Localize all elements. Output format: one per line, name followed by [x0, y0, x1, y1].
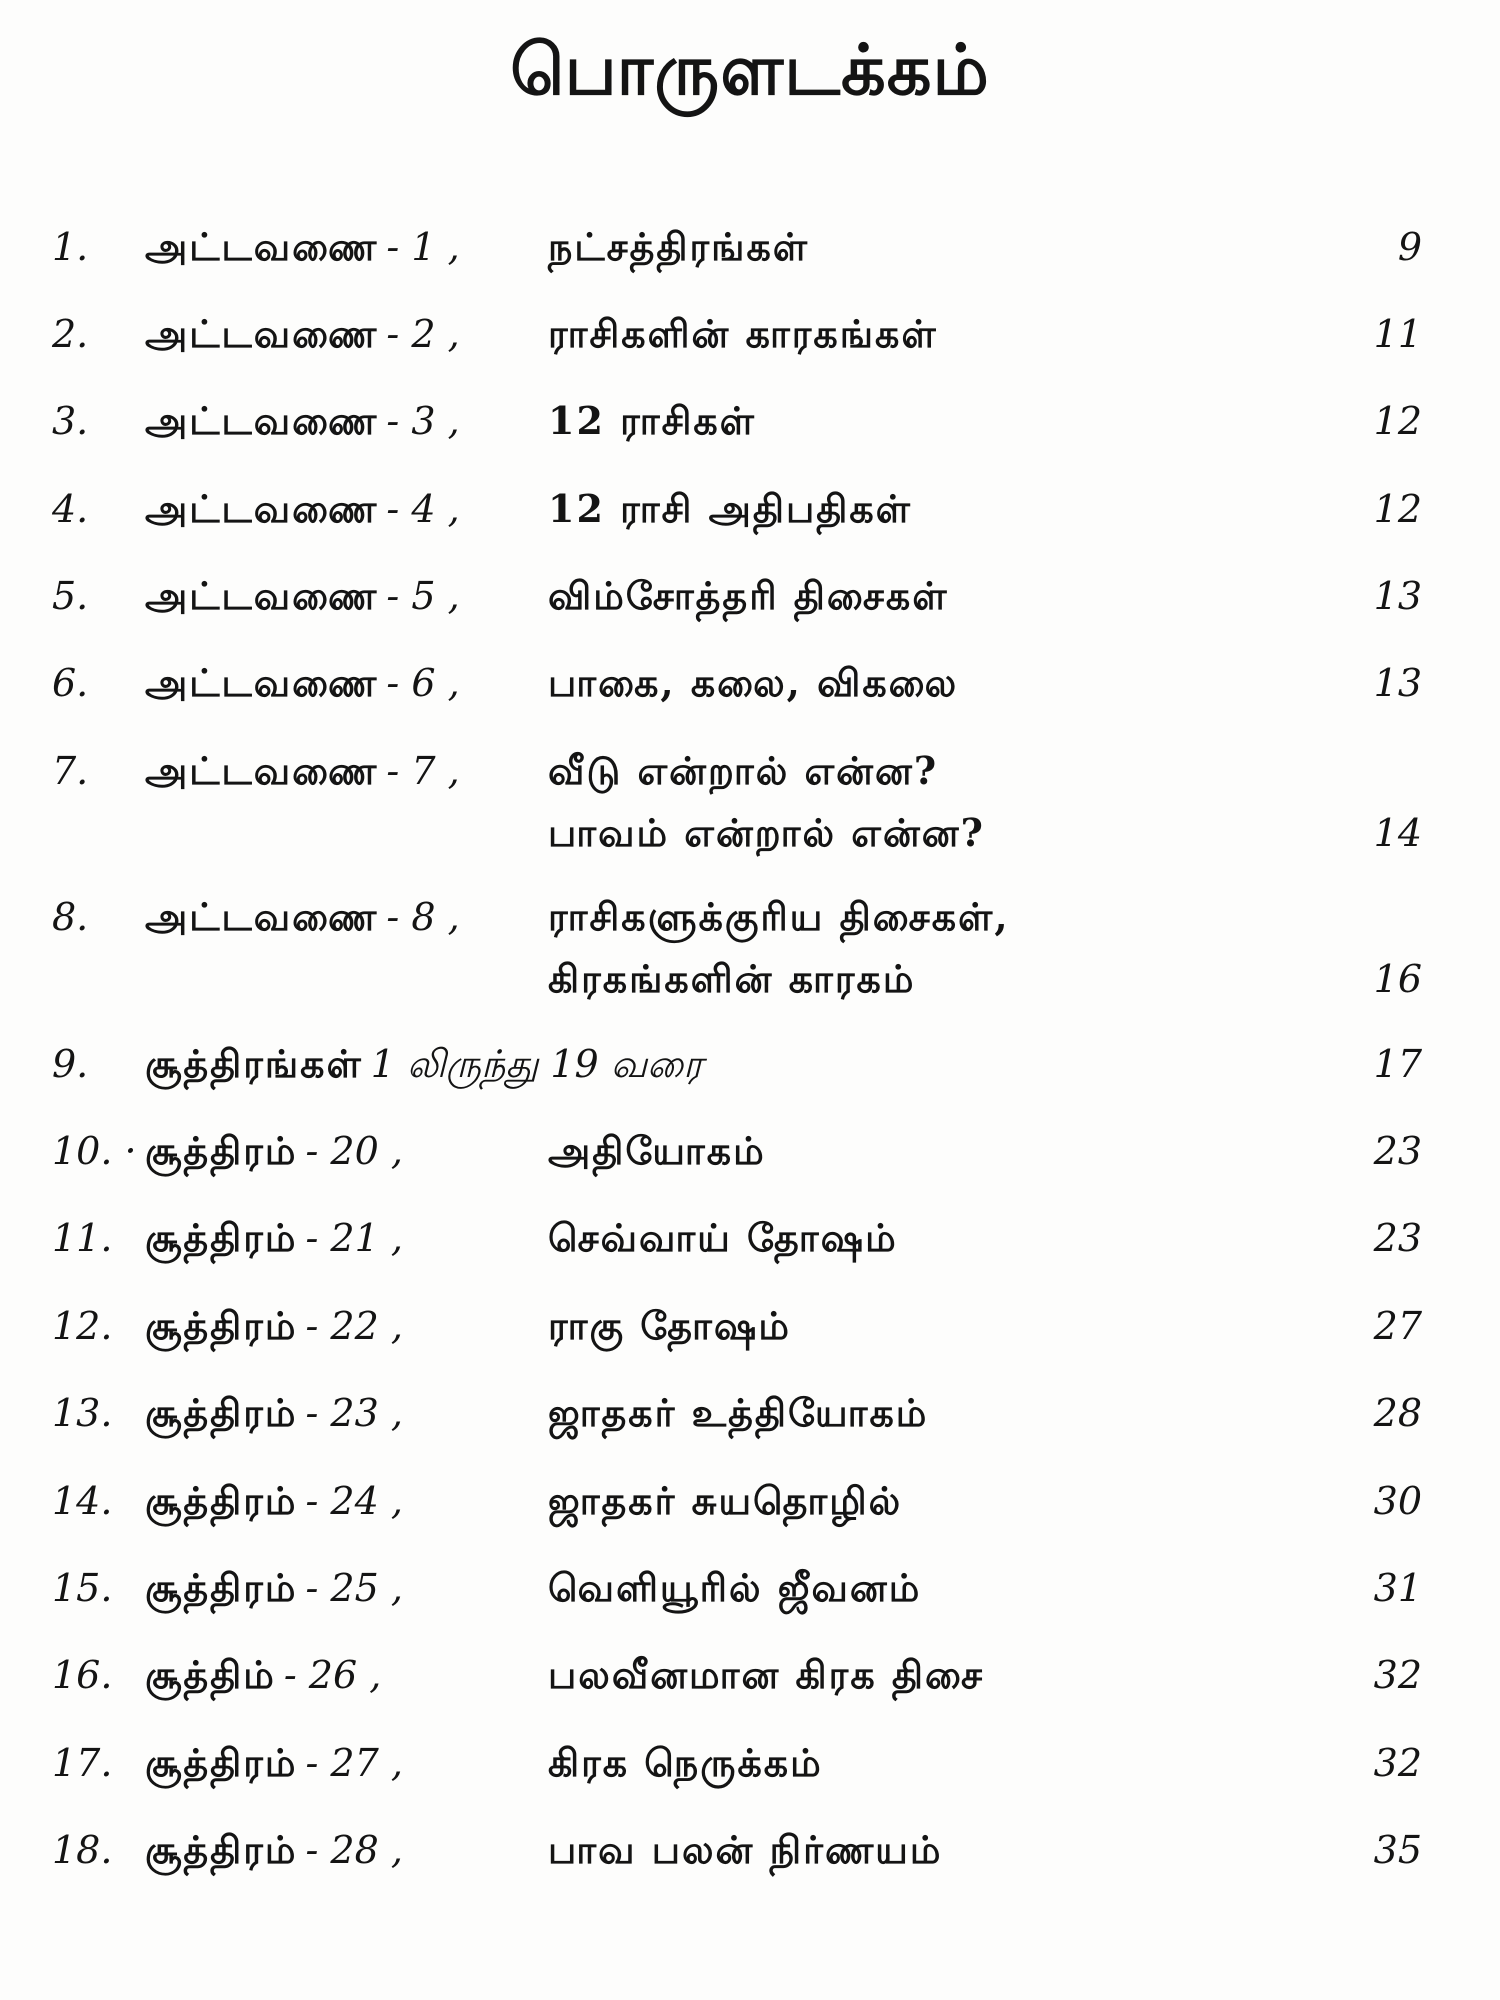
entry-page-number: 27 [1373, 1304, 1422, 1348]
entry-index: - 25 , [305, 1566, 403, 1610]
entry-index: - 5 , [386, 574, 460, 618]
entry-index: - 20 , [305, 1129, 403, 1173]
entry-number: 2. [52, 312, 89, 356]
entry-topic: 12 ராசிகள் [548, 398, 756, 443]
entry-page-number: 12 [1373, 487, 1422, 531]
entry-kind: அட்டவணை [145, 894, 379, 939]
entry-kind: அட்டவணை [145, 573, 379, 618]
entry-prefix [145, 224, 460, 269]
entry-topic: வெளியூரில் ஜீவனம் [548, 1565, 922, 1610]
entry-index: 1 லிருந்து 19 வரை [370, 1042, 703, 1086]
entry-kind: சூத்திரம் [145, 1478, 298, 1523]
entry-prefix [145, 398, 460, 443]
entry-kind: சூத்திரங்கள் [145, 1041, 363, 1086]
entry-page-number: 12 [1373, 399, 1422, 443]
entry-kind: அட்டவணை [145, 660, 379, 705]
entry-page-number: 28 [1373, 1391, 1422, 1435]
entry-prefix [145, 1303, 403, 1348]
entry-number: 17. [52, 1741, 113, 1785]
entry-topic: ராசிகளுக்குரிய திசைகள், [548, 894, 1010, 939]
entry-kind: அட்டவணை [145, 748, 379, 793]
entry-topic: விம்சோத்தரி திசைகள் [548, 573, 949, 618]
entry-number: 4. [52, 487, 89, 531]
entry-number: 6. [52, 661, 89, 705]
entry-kind: சூத்திம் [145, 1652, 276, 1697]
entry-index: - 26 , [283, 1653, 382, 1697]
entry-prefix [145, 1215, 403, 1260]
entry-topic: பாவ பலன் நிர்ணயம் [548, 1827, 943, 1872]
entry-topic: நட்சத்திரங்கள் [548, 224, 810, 269]
entry-page-number: 14 [1373, 811, 1422, 855]
entry-topic: ஜாதகர் சுயதொழில் [548, 1478, 903, 1523]
entry-prefix [145, 1740, 403, 1785]
entry-page-number: 32 [1373, 1653, 1422, 1697]
entry-number: 13. [52, 1391, 113, 1435]
entry-topic: பலவீனமான கிரக திசை [548, 1652, 984, 1697]
entry-kind: சூத்திரம் [145, 1303, 298, 1348]
entry-kind: சூத்திரம் [145, 1390, 298, 1435]
entry-number: 15. [52, 1566, 113, 1610]
entry-topic-continued: கிரகங்களின் காரகம் [548, 956, 916, 1001]
entry-prefix [145, 894, 460, 939]
entry-topic: ராசிகளின் காரகங்கள் [548, 311, 938, 356]
entry-prefix [145, 311, 460, 356]
entry-index: - 22 , [305, 1304, 403, 1348]
entry-topic: வீடு என்றால் என்ன? [548, 748, 939, 793]
entry-prefix [145, 1827, 403, 1872]
entry-page-number: 13 [1373, 574, 1422, 618]
entry-prefix [145, 1041, 703, 1086]
entry-number: 3. [52, 399, 89, 443]
entry-index: - 28 , [305, 1828, 403, 1872]
entry-page-number: 16 [1373, 957, 1422, 1001]
entry-kind: சூத்திரம் [145, 1565, 298, 1610]
entry-prefix [145, 486, 460, 531]
entry-topic: ஜாதகர் உத்தியோகம் [548, 1390, 929, 1435]
entry-index: - 4 , [386, 487, 460, 531]
entry-prefix [145, 1128, 403, 1173]
entry-prefix [145, 748, 460, 793]
entry-page-number: 11 [1373, 312, 1422, 356]
entry-kind: சூத்திரம் [145, 1740, 298, 1785]
entry-index: - 6 , [386, 661, 460, 705]
entry-index: - 8 , [386, 895, 460, 939]
entry-prefix [145, 660, 460, 705]
entry-kind: அட்டவணை [145, 311, 379, 356]
entry-page-number: 17 [1373, 1042, 1422, 1086]
entry-prefix [145, 1390, 403, 1435]
entry-topic-continued: பாவம் என்றால் என்ன? [548, 810, 985, 855]
entry-index: - 2 , [386, 312, 460, 356]
entry-number: 16. [52, 1653, 113, 1697]
entry-page-number: 23 [1373, 1129, 1422, 1173]
entry-page-number: 30 [1373, 1479, 1422, 1523]
entry-page-number: 31 [1373, 1566, 1422, 1610]
entry-index: - 23 , [305, 1391, 403, 1435]
entry-kind: அட்டவணை [145, 224, 379, 269]
entry-number: 7. [52, 749, 89, 793]
entry-number: 14. [52, 1479, 113, 1523]
entry-index: - 21 , [305, 1216, 403, 1260]
entry-index: - 1 , [386, 225, 460, 269]
entry-page-number: 32 [1373, 1741, 1422, 1785]
entry-kind: சூத்திரம் [145, 1215, 298, 1260]
entry-number: 9. [52, 1042, 89, 1086]
entry-kind: சூத்திரம் [145, 1827, 298, 1872]
page-title: பொருளடக்கம் [510, 28, 990, 111]
entry-page-number: 23 [1373, 1216, 1422, 1260]
entry-index: - 3 , [386, 399, 460, 443]
entry-topic: கிரக நெருக்கம் [548, 1740, 823, 1785]
entry-index: - 27 , [305, 1741, 403, 1785]
entry-kind: அட்டவணை [145, 486, 379, 531]
entry-number: 1. [52, 225, 89, 269]
entry-number: 5. [52, 574, 89, 618]
entry-page-number: 13 [1373, 661, 1422, 705]
entry-topic: ராகு தோஷம் [548, 1303, 791, 1348]
entry-kind: சூத்திரம் [145, 1128, 298, 1173]
entry-prefix [145, 573, 460, 618]
entry-prefix [145, 1565, 403, 1610]
entry-index: - 7 , [386, 749, 460, 793]
entry-page-number: 35 [1373, 1828, 1422, 1872]
entry-number: 12. [52, 1304, 113, 1348]
entry-number: 11. [52, 1216, 113, 1260]
entry-prefix [145, 1478, 403, 1523]
entry-prefix [145, 1652, 382, 1697]
entry-kind: அட்டவணை [145, 398, 379, 443]
entry-page-number: 9 [1397, 225, 1422, 269]
entry-topic: 12 ராசி அதிபதிகள் [548, 486, 912, 531]
entry-topic: பாகை, கலை, விகலை [548, 660, 959, 705]
entry-number: 18. [52, 1828, 113, 1872]
entry-index: - 24 , [305, 1479, 403, 1523]
entry-number: 10. · [52, 1129, 137, 1173]
entry-topic: செவ்வாய் தோஷம் [548, 1215, 898, 1260]
entry-topic: அதியோகம் [548, 1128, 766, 1173]
entry-number: 8. [52, 895, 89, 939]
